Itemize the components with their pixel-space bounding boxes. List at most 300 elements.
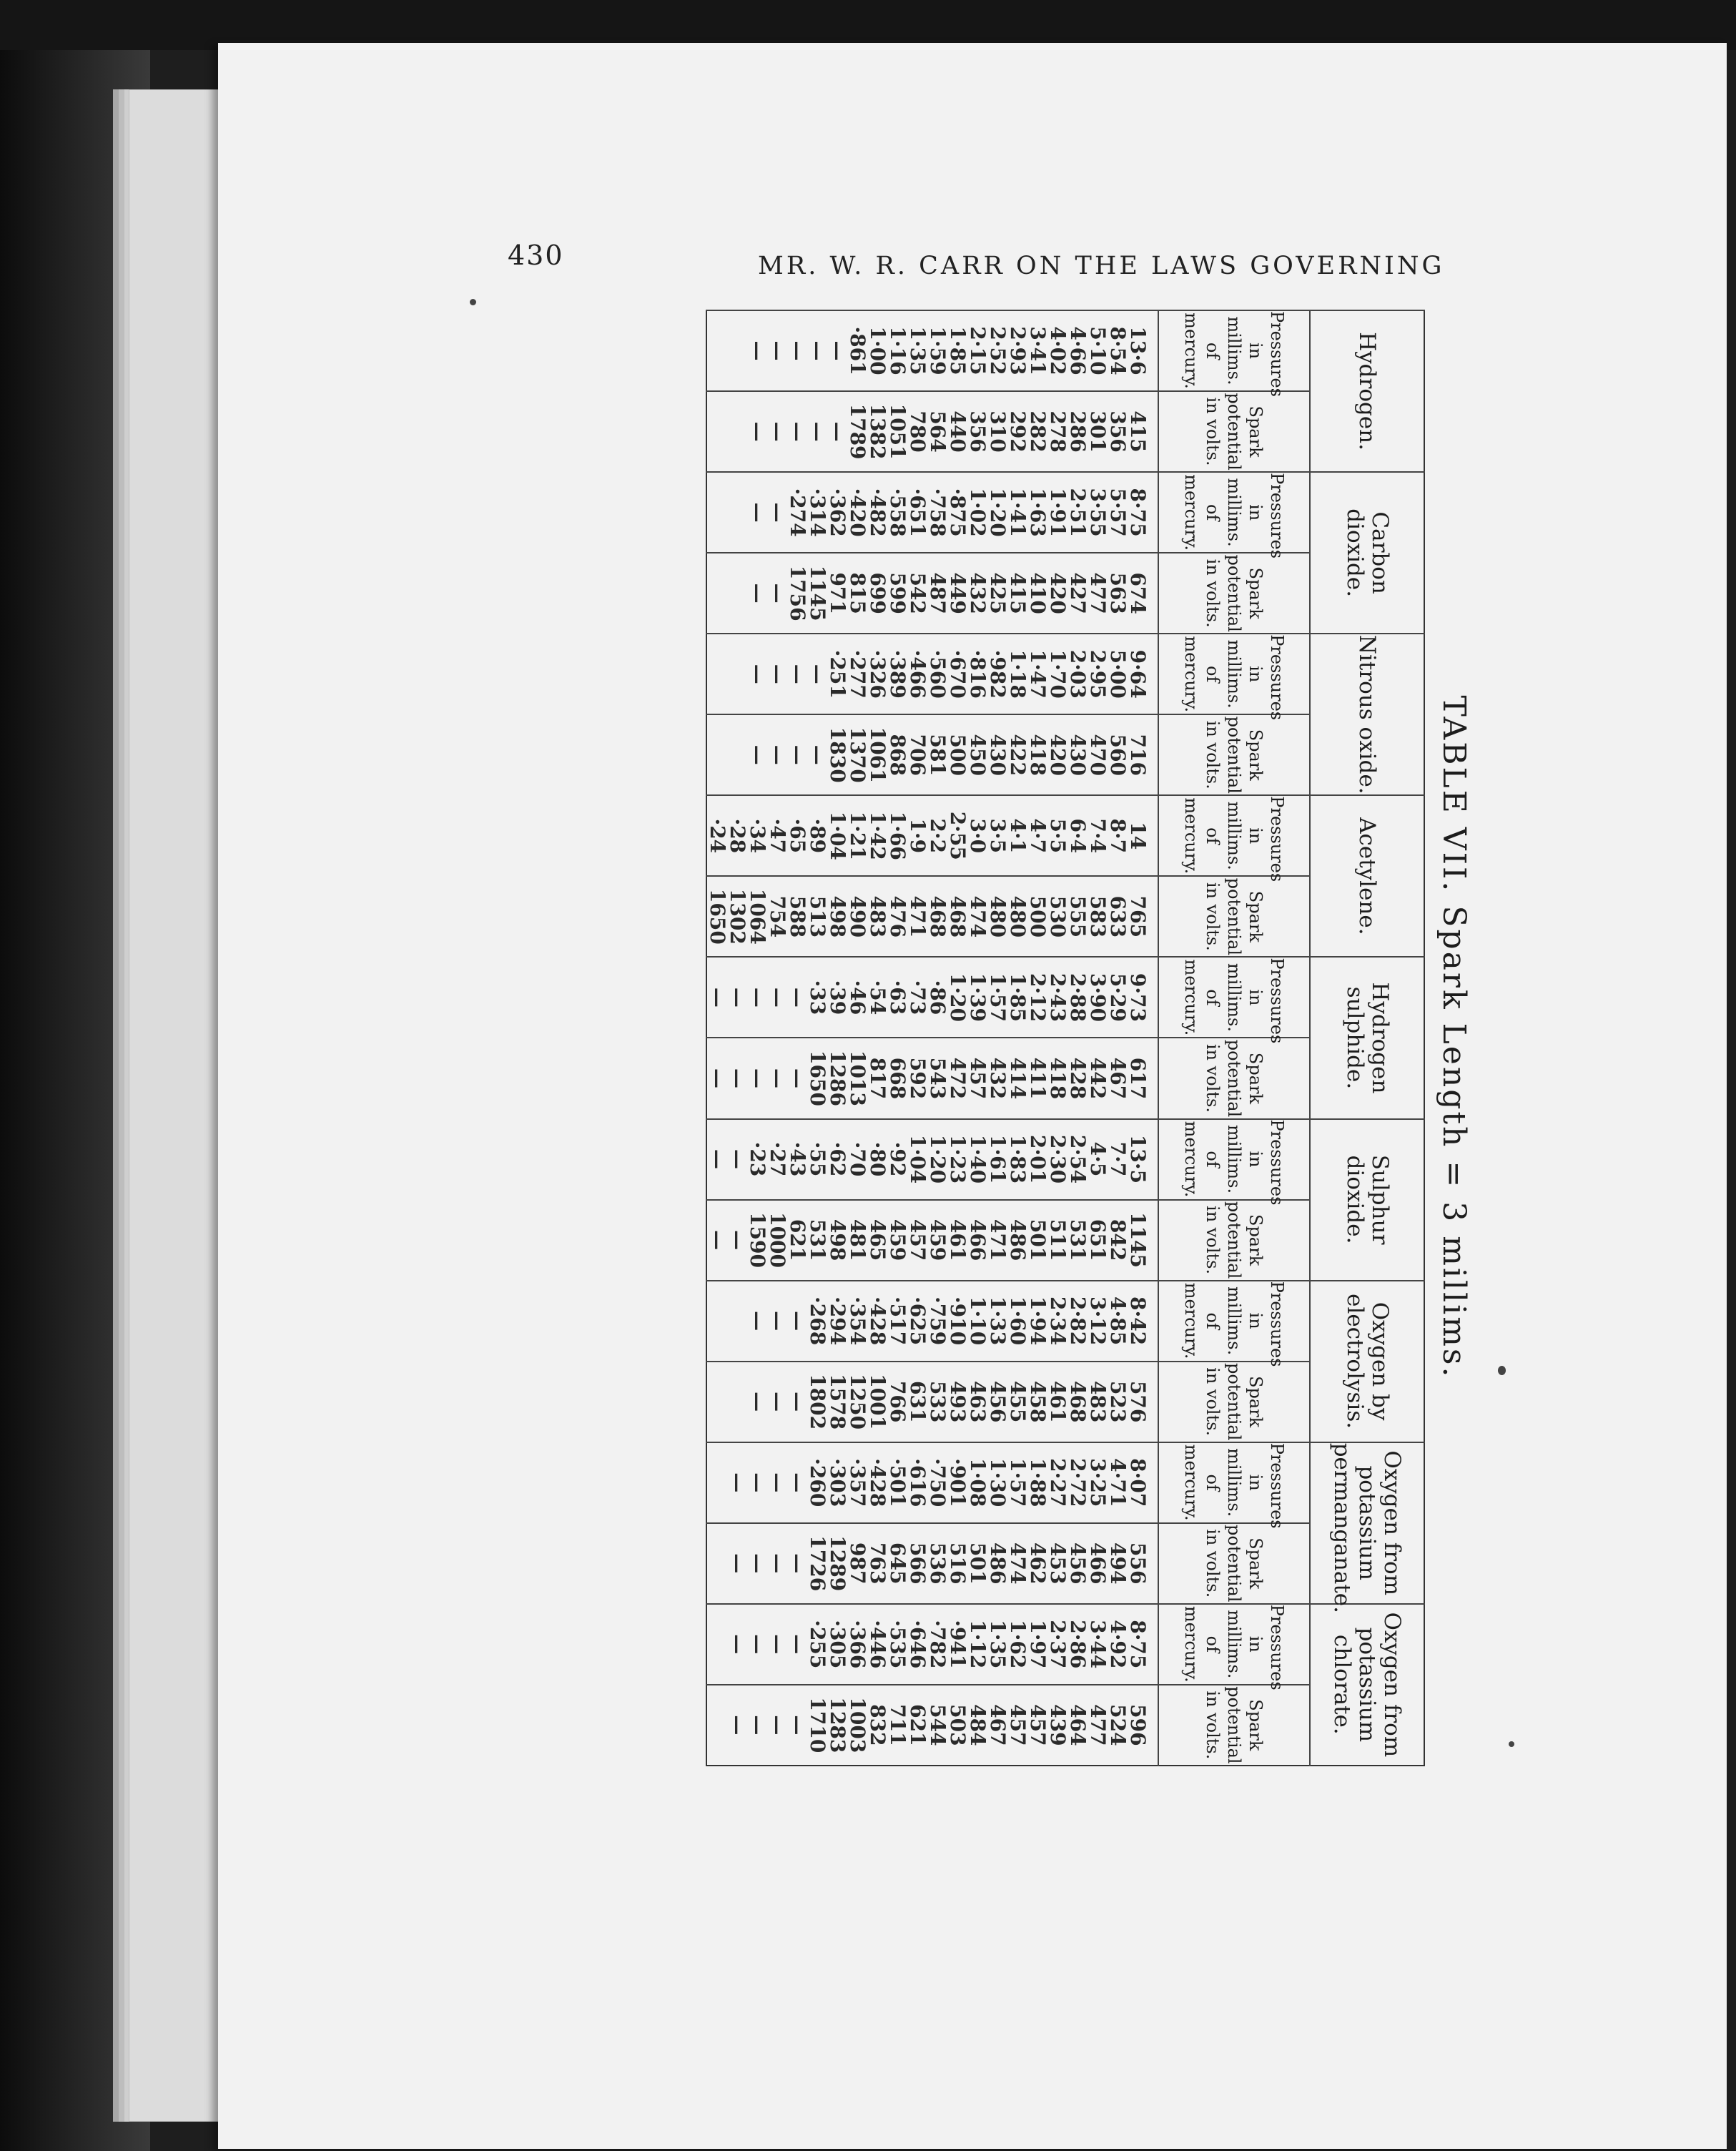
potential-cell: 1650 (807, 1038, 827, 1118)
table-row (747, 310, 767, 1766)
gas-header: Nitrous oxide. (1310, 634, 1424, 795)
potential-cell: 457 (1027, 1685, 1047, 1766)
potential-cell: 418 (1047, 1038, 1067, 1118)
pressure-cell: ·63 (887, 957, 907, 1038)
pressure-cell: 1·35 (907, 310, 927, 391)
pressure-cell: 8·75 (1128, 1604, 1158, 1685)
pressure-cell: 3·5 (987, 795, 1007, 876)
pressure-cell: 1·04 (907, 1119, 927, 1200)
potential-cell: 466 (967, 1200, 987, 1281)
potential-cell: 868 (887, 714, 907, 795)
pressure-cell: 2·2 (927, 795, 947, 876)
pressure-cell: 13·5 (1128, 1119, 1158, 1200)
pressure-cell: ·941 (947, 1604, 967, 1685)
potential-cell: 542 (907, 553, 927, 634)
potential-cell: 442 (1088, 1038, 1108, 1118)
pressure-cell: 2·86 (1067, 1604, 1088, 1685)
pressure-cell: ·314 (807, 472, 827, 553)
potential-cell: 282 (1027, 391, 1047, 472)
gas-header-row (1310, 310, 1424, 1766)
pressure-cell: 13·6 (1128, 310, 1158, 391)
potential-cell: 1756 (787, 553, 807, 634)
pressure-cell: — (747, 310, 767, 391)
pressure-cell: — (767, 310, 787, 391)
potential-cell: 466 (1088, 1523, 1108, 1604)
pressure-cell: 2·12 (1027, 957, 1047, 1038)
pressure-cell: ·366 (847, 1604, 867, 1685)
pressure-cell: 1·59 (927, 310, 947, 391)
pressure-cell: ·651 (907, 472, 927, 553)
potential-cell (706, 553, 727, 634)
pressure-cell: — (787, 1442, 807, 1523)
potential-cell: 668 (887, 1038, 907, 1118)
potential-cell: 459 (887, 1200, 907, 1281)
potential-cell: 1286 (827, 1038, 847, 1118)
potential-cell: 501 (1027, 1200, 1047, 1281)
pressure-cell (727, 1281, 747, 1362)
pressure-cell: 7·4 (1088, 795, 1108, 876)
pressure-cell: 2·55 (947, 795, 967, 876)
pressure-cell: — (787, 957, 807, 1038)
potential-cell: 596 (1128, 1685, 1158, 1766)
pressure-cell: ·558 (887, 472, 907, 553)
potential-cell: 468 (927, 876, 947, 957)
potential-subheader: Spark potential in volts. (1158, 1362, 1310, 1442)
potential-cell: 486 (1007, 1200, 1027, 1281)
potential-cell: 763 (867, 1523, 887, 1604)
potential-cell: 617 (1128, 1038, 1158, 1118)
pressure-cell: 4·02 (1047, 310, 1067, 391)
potential-cell: 1064 (747, 876, 767, 957)
potential-cell: 1289 (827, 1523, 847, 1604)
potential-cell: 430 (1067, 714, 1088, 795)
potential-cell: 432 (967, 553, 987, 634)
potential-cell: 474 (967, 876, 987, 957)
potential-cell: 481 (847, 1200, 867, 1281)
pressure-cell: 1·85 (1007, 957, 1027, 1038)
pressure-cell: ·255 (807, 1604, 827, 1685)
table-body (706, 310, 1158, 1766)
pressure-cell: ·34 (747, 795, 767, 876)
pressure-subheader: Pressures in millims. of mercury. (1158, 957, 1310, 1038)
potential-cell: — (767, 1523, 787, 1604)
potential-cell: 459 (927, 1200, 947, 1281)
table-row (767, 310, 787, 1766)
pressure-cell: 4·92 (1108, 1604, 1128, 1685)
potential-cell: 480 (1007, 876, 1027, 957)
potential-cell: 716 (1128, 714, 1158, 795)
potential-cell: 470 (1088, 714, 1108, 795)
potential-cell: 987 (847, 1523, 867, 1604)
pressure-cell: 2·43 (1047, 957, 1067, 1038)
page-number: 430 (508, 240, 564, 271)
pressure-cell: 2·72 (1067, 1442, 1088, 1523)
pressure-cell (706, 634, 727, 714)
pressure-cell: 5·10 (1088, 310, 1108, 391)
pressure-cell: — (787, 1604, 807, 1685)
running-head: MR. W. R. CARR ON THE LAWS GOVERNING (758, 252, 1445, 280)
potential-cell: 440 (947, 391, 967, 472)
pressure-subheader: Pressures in millims. of mercury. (1158, 634, 1310, 714)
potential-cell: 1710 (807, 1685, 827, 1766)
potential-cell: 292 (1007, 391, 1027, 472)
potential-cell: 516 (947, 1523, 967, 1604)
potential-cell: 457 (907, 1200, 927, 1281)
pressure-cell: ·92 (887, 1119, 907, 1200)
pressure-cell: ·501 (887, 1442, 907, 1523)
gas-header: Hydrogen. (1310, 310, 1424, 472)
potential-cell: 531 (807, 1200, 827, 1281)
pressure-cell: ·758 (927, 472, 947, 553)
pressure-cell (706, 1442, 727, 1523)
pressure-cell: 1·42 (867, 795, 887, 876)
potential-cell: 1013 (847, 1038, 867, 1118)
potential-cell: — (706, 1038, 727, 1118)
potential-cell: 544 (927, 1685, 947, 1766)
potential-cell: 422 (1007, 714, 1027, 795)
pressure-cell: 2·51 (1067, 472, 1088, 553)
potential-cell: 486 (987, 1523, 1007, 1604)
pressure-cell: 1·20 (927, 1119, 947, 1200)
potential-cell: 706 (907, 714, 927, 795)
potential-cell: 1802 (807, 1362, 827, 1442)
potential-cell: 498 (827, 1200, 847, 1281)
pressure-cell (706, 472, 727, 553)
pressure-cell: ·62 (827, 1119, 847, 1200)
pressure-cell: 1·10 (967, 1281, 987, 1362)
potential-cell: 1382 (867, 391, 887, 472)
potential-cell: — (767, 1685, 787, 1766)
pressure-cell (706, 310, 727, 391)
potential-cell: — (706, 1200, 727, 1281)
potential-cell: 420 (1047, 714, 1067, 795)
potential-cell (706, 1685, 727, 1766)
pressure-cell (727, 634, 747, 714)
pressure-cell: 8·42 (1128, 1281, 1158, 1362)
pressure-cell: — (767, 634, 787, 714)
table-row (787, 310, 807, 1766)
potential-cell: 453 (1047, 1523, 1067, 1604)
pressure-cell: 1·61 (987, 1119, 1007, 1200)
pressure-cell: ·73 (907, 957, 927, 1038)
pressure-cell: 1·47 (1027, 634, 1047, 714)
potential-cell: 301 (1088, 391, 1108, 472)
potential-cell: — (827, 391, 847, 472)
table-row (947, 310, 967, 1766)
potential-cell: 754 (767, 876, 787, 957)
pressure-cell: 1·91 (1047, 472, 1067, 553)
table-row (887, 310, 907, 1766)
pressure-cell: — (827, 310, 847, 391)
potential-cell: 430 (987, 714, 1007, 795)
potential-subheader: Spark potential in volts. (1158, 391, 1310, 472)
potential-cell: 711 (887, 1685, 907, 1766)
potential-cell: 467 (987, 1685, 1007, 1766)
pressure-cell: 9·73 (1128, 957, 1158, 1038)
pressure-cell: ·428 (867, 1442, 887, 1523)
pressure-cell: ·816 (967, 634, 987, 714)
potential-cell: 461 (1047, 1362, 1067, 1442)
potential-cell: 484 (967, 1685, 987, 1766)
potential-cell: 468 (1067, 1362, 1088, 1442)
potential-subheader: Spark potential in volts. (1158, 553, 1310, 634)
pressure-cell: 1·66 (887, 795, 907, 876)
pressure-cell: 1·30 (987, 1442, 1007, 1523)
pressure-cell: 1·97 (1027, 1604, 1047, 1685)
potential-cell: 530 (1047, 876, 1067, 957)
pressure-cell: 1·02 (967, 472, 987, 553)
potential-cell: 536 (927, 1523, 947, 1604)
potential-cell: 425 (987, 553, 1007, 634)
potential-cell: 457 (1007, 1685, 1027, 1766)
pressure-cell: 1·57 (1007, 1442, 1027, 1523)
potential-cell: 310 (987, 391, 1007, 472)
potential-cell: 1650 (706, 876, 727, 957)
ink-speck (470, 299, 476, 305)
pressure-cell: ·27 (767, 1119, 787, 1200)
potential-cell: 1578 (827, 1362, 847, 1442)
pressure-cell (727, 310, 747, 391)
potential-subheader: Spark potential in volts. (1158, 1200, 1310, 1281)
potential-cell: 1003 (847, 1685, 867, 1766)
pressure-cell: 4·5 (1088, 1119, 1108, 1200)
pressure-cell: 1·83 (1007, 1119, 1027, 1200)
potential-cell: 490 (847, 876, 867, 957)
potential-cell: — (767, 1362, 787, 1442)
potential-cell: — (727, 1038, 747, 1118)
potential-cell: — (727, 1200, 747, 1281)
pressure-cell: 1·40 (967, 1119, 987, 1200)
pressure-subheader: Pressures in millims. of mercury. (1158, 795, 1310, 876)
pressure-cell: ·670 (947, 634, 967, 714)
pressure-cell: — (747, 1442, 767, 1523)
pressure-cell: ·428 (867, 1281, 887, 1362)
potential-cell: 511 (1047, 1200, 1067, 1281)
pressure-cell: — (747, 1604, 767, 1685)
potential-cell: 411 (1027, 1038, 1047, 1118)
potential-cell: 543 (927, 1038, 947, 1118)
potential-cell (727, 391, 747, 472)
pressure-cell: — (767, 1281, 787, 1362)
potential-cell: 1789 (847, 391, 867, 472)
pressure-cell: 5·29 (1108, 957, 1128, 1038)
pressure-cell: ·305 (827, 1604, 847, 1685)
potential-cell: — (787, 1038, 807, 1118)
pressure-cell: ·782 (927, 1604, 947, 1685)
pressure-cell: ·294 (827, 1281, 847, 1362)
potential-cell: 500 (1027, 876, 1047, 957)
pressure-cell: 1·04 (827, 795, 847, 876)
potential-cell: — (787, 391, 807, 472)
pressure-cell: 1·00 (867, 310, 887, 391)
potential-cell: 471 (907, 876, 927, 957)
potential-cell: 971 (827, 553, 847, 634)
potential-cell: 468 (947, 876, 967, 957)
pressure-cell: 5·00 (1108, 634, 1128, 714)
potential-cell: 599 (887, 553, 907, 634)
pressure-cell: ·303 (827, 1442, 847, 1523)
potential-cell: 480 (987, 876, 1007, 957)
pressure-cell: 1·63 (1027, 472, 1047, 553)
pressure-cell: 1·57 (987, 957, 1007, 1038)
pressure-cell: 1·94 (1027, 1281, 1047, 1362)
pressure-cell: 8·54 (1108, 310, 1128, 391)
scan-dark-edge (0, 0, 150, 2151)
potential-cell: 564 (927, 391, 947, 472)
table-row (1108, 310, 1128, 1766)
pressure-cell: 2·01 (1027, 1119, 1047, 1200)
potential-cell: 503 (947, 1685, 967, 1766)
pressure-cell: ·482 (867, 472, 887, 553)
potential-cell: 449 (947, 553, 967, 634)
potential-cell: 621 (787, 1200, 807, 1281)
potential-subheader: Spark potential in volts. (1158, 876, 1310, 957)
potential-cell: 356 (967, 391, 987, 472)
pressure-cell: 4·1 (1007, 795, 1027, 876)
pressure-cell (727, 472, 747, 553)
potential-cell (706, 1362, 727, 1442)
potential-cell: 1302 (727, 876, 747, 957)
potential-cell: 1590 (747, 1200, 767, 1281)
pressure-cell: 2·52 (987, 310, 1007, 391)
pressure-cell: ·646 (907, 1604, 927, 1685)
pressure-cell: — (706, 1119, 727, 1200)
pressure-cell: ·362 (827, 472, 847, 553)
potential-cell: 1283 (827, 1685, 847, 1766)
pressure-subheader: Pressures in millims. of mercury. (1158, 1119, 1310, 1200)
potential-cell: 418 (1027, 714, 1047, 795)
potential-cell: 427 (1067, 553, 1088, 634)
pressure-cell: ·875 (947, 472, 967, 553)
pressure-cell: ·420 (847, 472, 867, 553)
potential-cell: — (787, 1523, 807, 1604)
potential-cell: 555 (1067, 876, 1088, 957)
pressure-cell: ·625 (907, 1281, 927, 1362)
pressure-cell: 8·75 (1128, 472, 1158, 553)
potential-cell: — (747, 391, 767, 472)
potential-cell: 674 (1128, 553, 1158, 634)
potential-cell: — (727, 1523, 747, 1604)
potential-cell: 498 (827, 876, 847, 957)
pressure-cell: ·446 (867, 1604, 887, 1685)
pressure-cell: ·80 (867, 1119, 887, 1200)
pressure-cell: — (807, 310, 827, 391)
ink-speck (1498, 1366, 1506, 1375)
pressure-cell: 8·07 (1128, 1442, 1158, 1523)
potential-cell: 487 (927, 553, 947, 634)
potential-cell: 651 (1088, 1200, 1108, 1281)
potential-cell: 815 (847, 553, 867, 634)
pressure-cell: — (787, 1281, 807, 1362)
potential-cell: 415 (1128, 391, 1158, 472)
pressure-cell: ·274 (787, 472, 807, 553)
potential-cell: 556 (1128, 1523, 1158, 1604)
table-row (807, 310, 827, 1766)
pressure-subheader: Pressures in millims. of mercury. (1158, 310, 1310, 391)
pressure-cell: 1·16 (887, 310, 907, 391)
table-row (1027, 310, 1047, 1766)
pressure-cell: ·55 (807, 1119, 827, 1200)
table-row (987, 310, 1007, 1766)
potential-cell (727, 553, 747, 634)
pressure-cell: — (787, 634, 807, 714)
potential-cell: 1145 (1128, 1200, 1158, 1281)
potential-cell: 494 (1108, 1523, 1128, 1604)
pressure-cell: 3·0 (967, 795, 987, 876)
pressure-cell: ·54 (867, 957, 887, 1038)
pressure-cell: — (727, 1442, 747, 1523)
pressure-cell: ·517 (887, 1281, 907, 1362)
pressure-cell: 1·12 (967, 1604, 987, 1685)
potential-cell: 458 (1027, 1362, 1047, 1442)
pressure-cell: 1·85 (947, 310, 967, 391)
pressure-cell: ·24 (706, 795, 727, 876)
pressure-cell: — (747, 634, 767, 714)
potential-cell: 474 (1007, 1523, 1027, 1604)
pressure-cell: 5·57 (1108, 472, 1128, 553)
pressure-cell: ·89 (807, 795, 827, 876)
potential-cell: — (747, 1362, 767, 1442)
potential-cell: 1830 (827, 714, 847, 795)
table-row (1128, 310, 1158, 1766)
pressure-cell: 6·4 (1067, 795, 1088, 876)
ink-speck (1509, 1741, 1514, 1747)
pressure-cell: 3·41 (1027, 310, 1047, 391)
potential-cell: 472 (947, 1038, 967, 1118)
potential-cell: 1061 (867, 714, 887, 795)
table-row (967, 310, 987, 1766)
pressure-subheader: Pressures in millims. of mercury. (1158, 472, 1310, 553)
potential-cell: 410 (1027, 553, 1047, 634)
table-row (927, 310, 947, 1766)
potential-cell: — (787, 1362, 807, 1442)
pressure-cell: ·28 (727, 795, 747, 876)
pressure-cell: 3·12 (1088, 1281, 1108, 1362)
pressure-cell: 2·30 (1047, 1119, 1067, 1200)
potential-cell: 428 (1067, 1038, 1088, 1118)
pressure-cell: — (747, 957, 767, 1038)
potential-cell: 483 (1088, 1362, 1108, 1442)
potential-cell: 621 (907, 1685, 927, 1766)
pressure-cell: 3·25 (1088, 1442, 1108, 1523)
pressure-cell: 1·35 (987, 1604, 1007, 1685)
pressure-cell: 2·27 (1047, 1442, 1067, 1523)
potential-cell: 476 (887, 876, 907, 957)
pressure-cell: ·861 (847, 310, 867, 391)
pressure-cell: 2·88 (1067, 957, 1088, 1038)
potential-subheader: Spark potential in volts. (1158, 714, 1310, 795)
subheader-row (1158, 310, 1310, 1766)
potential-cell: 560 (1108, 714, 1128, 795)
potential-cell: 1001 (867, 1362, 887, 1442)
pressure-cell: 4·7 (1027, 795, 1047, 876)
potential-cell: 483 (867, 876, 887, 957)
pressure-cell: ·86 (927, 957, 947, 1038)
pressure-cell: 5·5 (1047, 795, 1067, 876)
potential-cell: 523 (1108, 1362, 1128, 1442)
potential-cell: 592 (907, 1038, 927, 1118)
potential-cell: 501 (967, 1523, 987, 1604)
table-row (827, 310, 847, 1766)
pressure-subheader: Pressures in millims. of mercury. (1158, 1604, 1310, 1685)
pressure-cell (706, 1604, 727, 1685)
pressure-cell: 4·66 (1067, 310, 1088, 391)
pressure-cell: 4·85 (1108, 1281, 1128, 1362)
potential-cell: 645 (887, 1523, 907, 1604)
pressure-cell: ·750 (927, 1442, 947, 1523)
pressure-cell: ·326 (867, 634, 887, 714)
pressure-cell: 3·90 (1088, 957, 1108, 1038)
